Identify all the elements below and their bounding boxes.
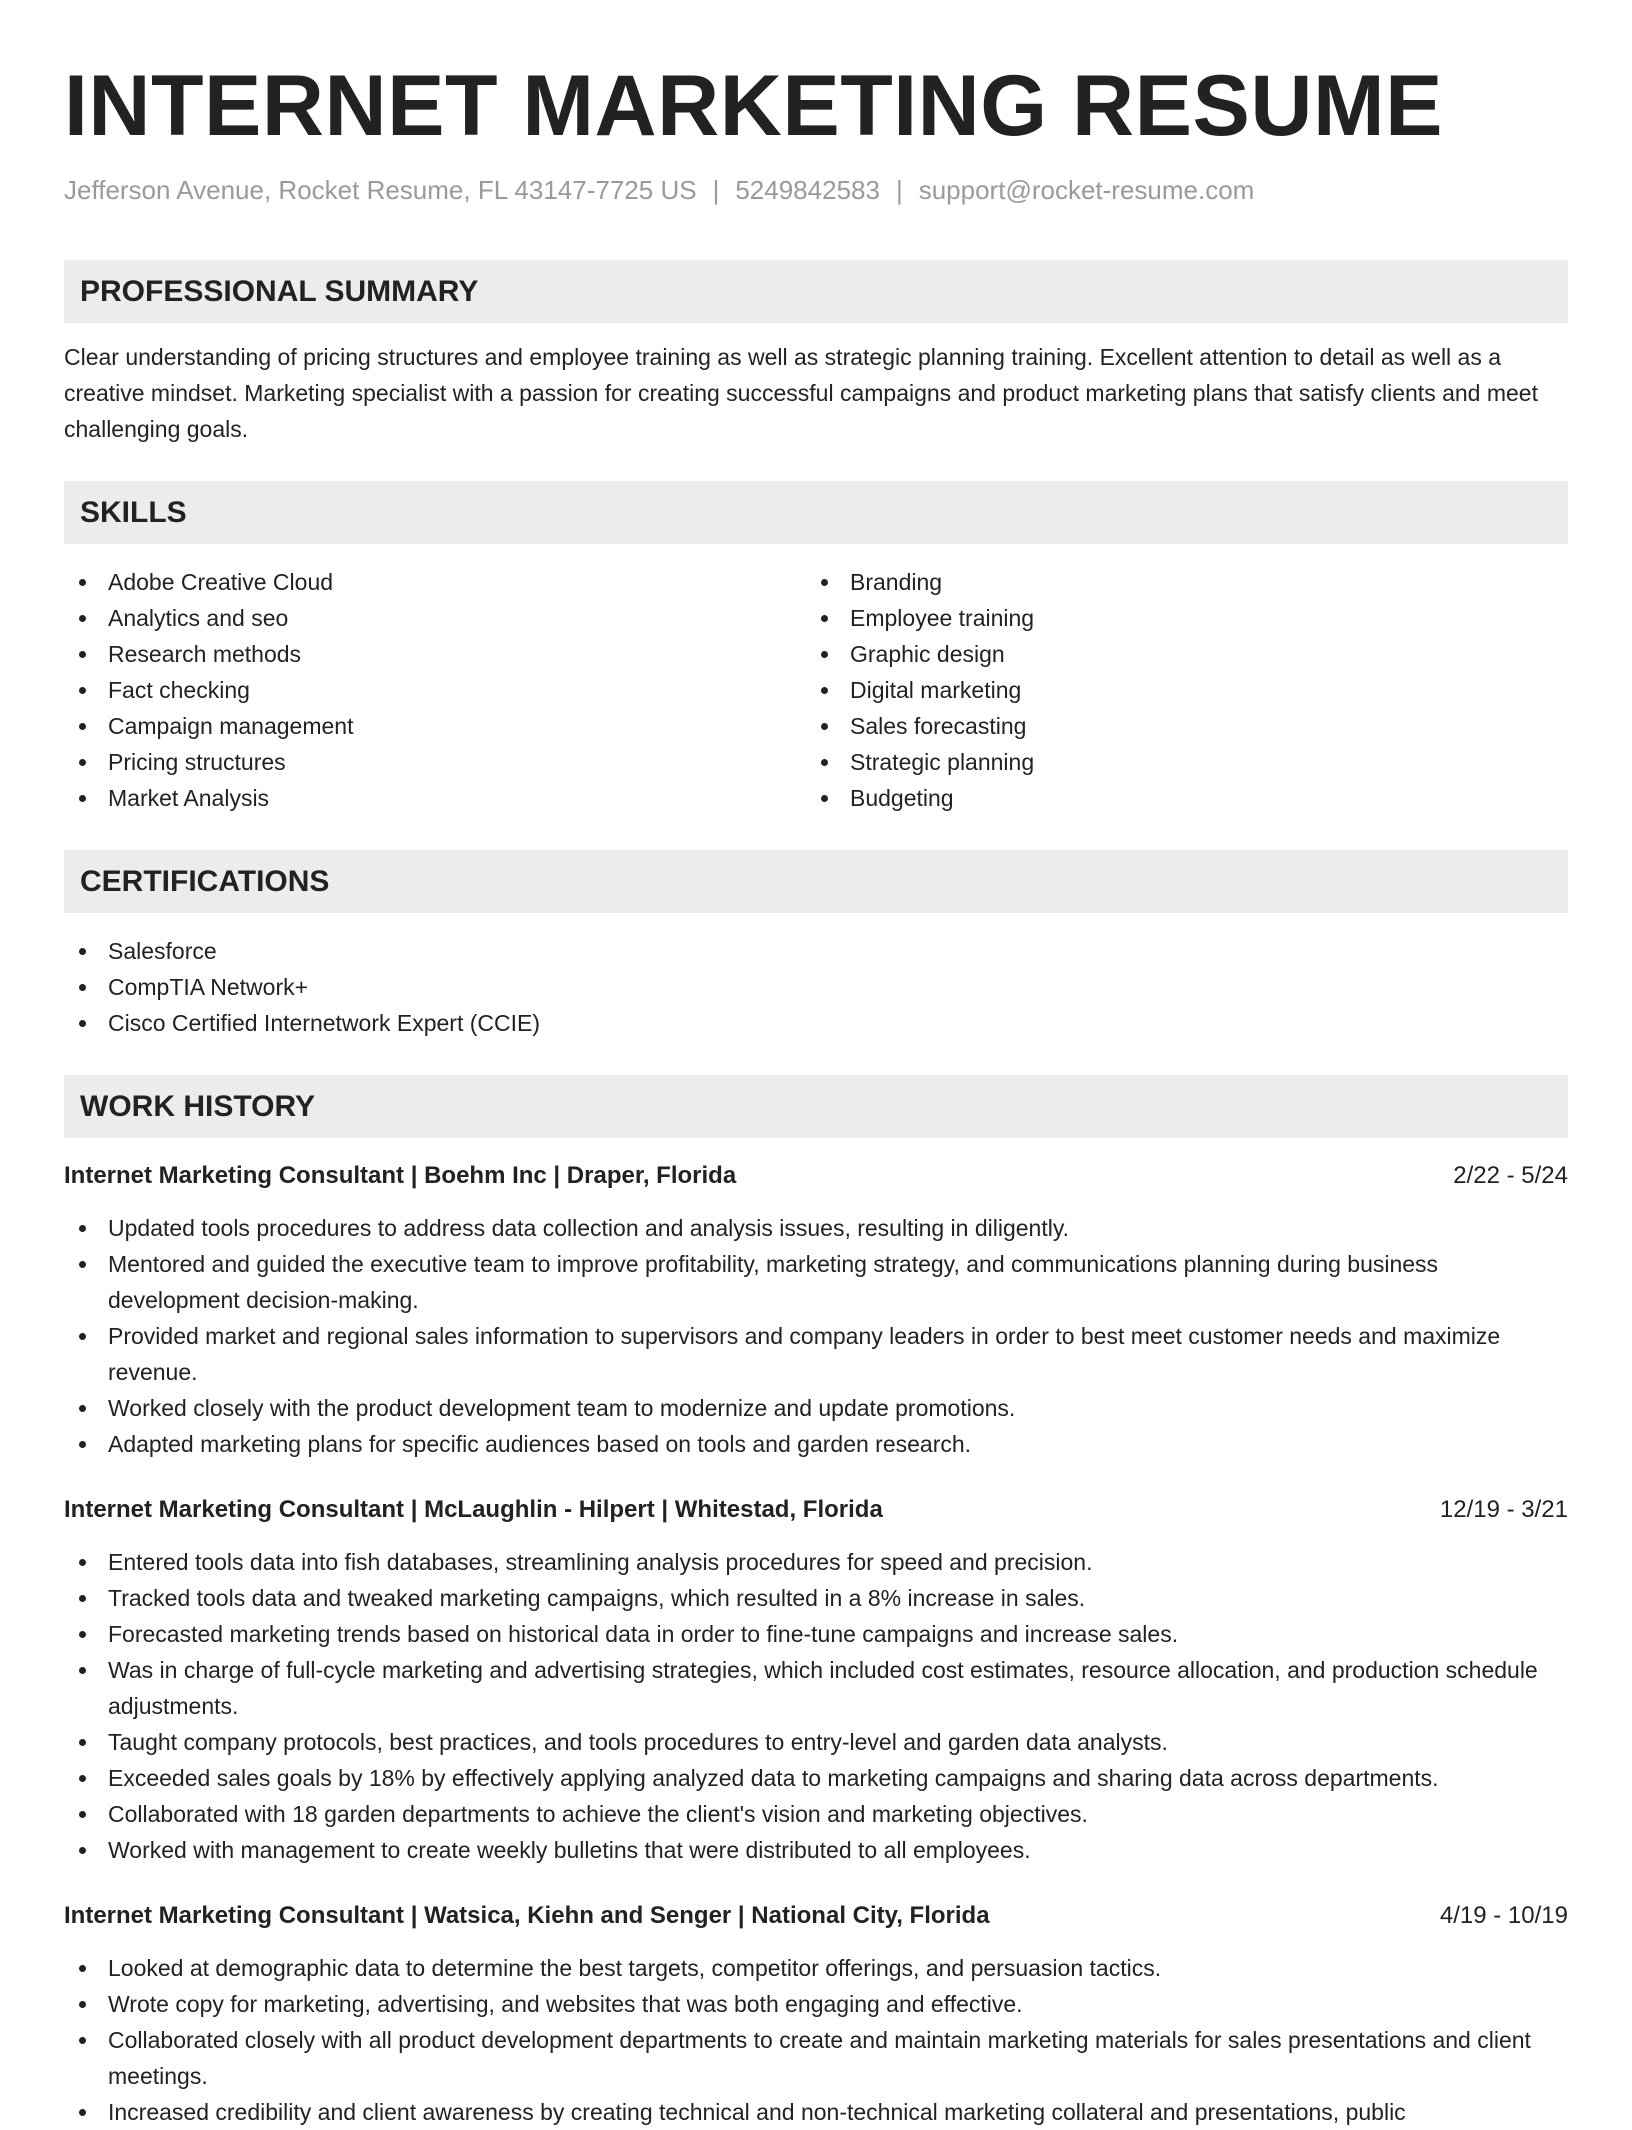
skill-item: Pricing structures <box>64 744 806 780</box>
job-bullet: Forecasted marketing trends based on historical data in order to fine-tune campaigns and increase sales. <box>64 1616 1568 1652</box>
job-bullets <box>64 1950 1568 2130</box>
skill-item: Employee training <box>806 600 1548 636</box>
job-bullet: Worked closely with the product development team to modernize and update promotions. <box>64 1390 1568 1426</box>
job-header <box>64 1492 1568 1528</box>
skill-item: Analytics and seo <box>64 600 806 636</box>
job-bullet: Adapted marketing plans for specific audiences based on tools and garden research. <box>64 1426 1568 1462</box>
contact-separator: | <box>895 175 903 205</box>
job-header <box>64 1898 1568 1934</box>
job-dates: 2/22 - 5/24 <box>1453 1162 1568 1189</box>
job-dates: 4/19 - 10/19 <box>1439 1902 1568 1929</box>
job-bullet: Entered tools data into fish databases, streamlining analysis procedures for speed and precision. <box>64 1544 1568 1580</box>
job-title: Internet Marketing Consultant | Boehm Inc | Draper, Florida <box>64 1162 737 1189</box>
skill-item: Strategic planning <box>806 744 1548 780</box>
job-entry <box>64 1492 1568 1868</box>
certifications-list <box>64 933 1568 1041</box>
section-heading-summary: PROFESSIONAL SUMMARY <box>64 260 1568 323</box>
job-bullets <box>64 1544 1568 1868</box>
job-title: Internet Marketing Consultant | McLaughlin - Hilpert | Whitestad, Florida <box>64 1496 883 1523</box>
certification-item: CompTIA Network+ <box>64 969 1568 1005</box>
section-heading-skills: SKILLS <box>64 481 1568 544</box>
job-bullet: Wrote copy for marketing, advertising, and websites that was both engaging and effective. <box>64 1986 1568 2022</box>
certification-item: Salesforce <box>64 933 1568 969</box>
job-title: Internet Marketing Consultant | Watsica, Kiehn and Senger | National City, Florida <box>64 1902 990 1929</box>
job-bullet: Collaborated closely with all product development departments to create and maintain marketing materials for sales presentations and client meetings. <box>64 2022 1568 2094</box>
job-bullet: Worked with management to create weekly bulletins that were distributed to all employees. <box>64 1832 1568 1868</box>
job-bullet: Taught company protocols, best practices, and tools procedures to entry-level and garden data analysts. <box>64 1724 1568 1760</box>
skill-item: Campaign management <box>64 708 806 744</box>
certification-item: Cisco Certified Internetwork Expert (CCIE) <box>64 1005 1568 1041</box>
skill-item: Adobe Creative Cloud <box>64 564 806 600</box>
skill-item: Sales forecasting <box>806 708 1548 744</box>
job-bullet: Mentored and guided the executive team to improve profitability, marketing strategy, and communications planning during business development decision-making. <box>64 1246 1568 1318</box>
contact-address: Jefferson Avenue, Rocket Resume, FL 43147-7725 US <box>64 175 697 205</box>
skills-list-left <box>64 564 806 816</box>
skill-item: Market Analysis <box>64 780 806 816</box>
skills-grid <box>64 544 1568 816</box>
job-entry <box>64 1158 1568 1462</box>
skill-item: Budgeting <box>806 780 1548 816</box>
contact-separator: | <box>712 175 720 205</box>
job-bullets <box>64 1210 1568 1462</box>
skill-item: Branding <box>806 564 1548 600</box>
job-header <box>64 1158 1568 1194</box>
summary-text: Clear understanding of pricing structures and employee training as well as strategic planning training. Excellent attention to detail as well as a creative mindset. Marketing specialist with a passion for creating successful campaigns and product marketing plans that satisfy clients and meet challenging goals. <box>64 344 1538 442</box>
contact-email: support@rocket-resume.com <box>918 175 1255 205</box>
job-bullet: Increased credibility and client awareness by creating technical and non-technical marketing collateral and presentations, public <box>64 2094 1568 2130</box>
resume-page <box>64 56 1568 2130</box>
contact-line <box>64 172 1568 208</box>
skill-item: Digital marketing <box>806 672 1548 708</box>
skill-item: Graphic design <box>806 636 1548 672</box>
job-entry <box>64 1898 1568 2130</box>
job-bullet: Provided market and regional sales information to supervisors and company leaders in order to best meet customer needs and maximize revenue. <box>64 1318 1568 1390</box>
job-bullet: Exceeded sales goals by 18% by effectively applying analyzed data to marketing campaigns and sharing data across departments. <box>64 1760 1568 1796</box>
skill-item: Research methods <box>64 636 806 672</box>
skill-item: Fact checking <box>64 672 806 708</box>
job-bullet: Was in charge of full-cycle marketing and advertising strategies, which included cost estimates, resource allocation, and production schedule adjustments. <box>64 1652 1568 1724</box>
job-bullet: Tracked tools data and tweaked marketing campaigns, which resulted in a 8% increase in sales. <box>64 1580 1568 1616</box>
job-bullet: Looked at demographic data to determine the best targets, competitor offerings, and persuasion tactics. <box>64 1950 1568 1986</box>
contact-phone: 5249842583 <box>735 175 880 205</box>
skills-list-right <box>806 564 1548 816</box>
resume-title: INTERNET MARKETING RESUME <box>64 58 1443 154</box>
job-dates: 12/19 - 3/21 <box>1439 1496 1568 1523</box>
job-bullet: Collaborated with 18 garden departments to achieve the client's vision and marketing objectives. <box>64 1796 1568 1832</box>
job-bullet: Updated tools procedures to address data collection and analysis issues, resulting in diligently. <box>64 1210 1568 1246</box>
section-heading-certifications: CERTIFICATIONS <box>64 850 1568 913</box>
section-heading-work-history: WORK HISTORY <box>64 1075 1568 1138</box>
